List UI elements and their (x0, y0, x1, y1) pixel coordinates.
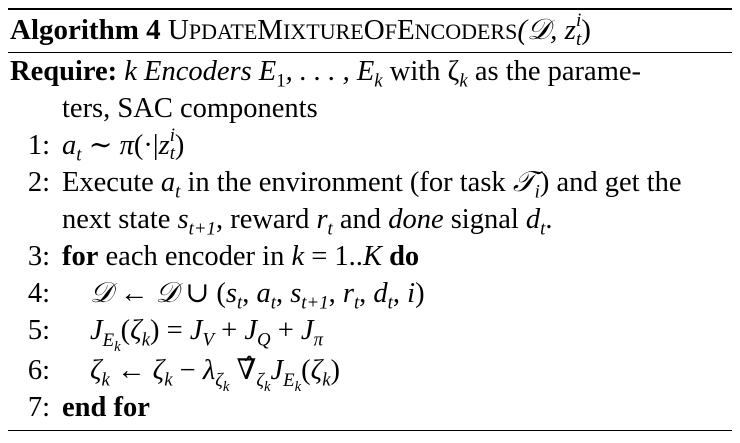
line-number: 2: (27, 167, 50, 198)
line-number: 3: (27, 241, 50, 272)
algorithm-box (8, 8, 732, 431)
require-continuation: ters, SAC components (62, 93, 318, 124)
require-sub-1: 1 (276, 70, 286, 92)
algo-line-1 (8, 124, 732, 166)
line-number: 5: (27, 315, 50, 346)
line-number: 1: (27, 130, 50, 161)
algorithm-args-close: ) (581, 14, 591, 46)
algo-line-7 (8, 389, 732, 426)
line-7-text: end for (62, 392, 150, 423)
algorithm-args: (𝒟, z (517, 14, 576, 46)
require-line (8, 53, 732, 90)
algo-line-6 (8, 349, 732, 395)
algorithm-header (8, 10, 732, 52)
args-sup: i (575, 10, 582, 32)
name-part-1-small: PDATE (188, 19, 258, 44)
args-sub: t (575, 29, 582, 51)
name-part-2-small: IXTURE (283, 19, 364, 44)
name-part-4-big: E (396, 14, 415, 46)
line-6-math: $\zeta_k$ ← $\zeta_k - \lambda_{\zeta_k}$ $\nablâ_{\zeta_k}J_{E_k}(\zeta_k)$ (90, 355, 341, 395)
name-part-3-big: O (363, 14, 385, 46)
algorithm-label: Algorithm 4 (10, 14, 161, 46)
line-4-math: 𝒟 ← 𝒟 ∪ ($s_t$, $a_t$, $s_{t+1}$, $r_t$, $d_t$, i) (90, 278, 425, 314)
algo-line-2 (8, 164, 732, 201)
algo-line-2-cont (8, 201, 732, 238)
line-5-math: $J_{E_k}(\zeta_k) = J_V + J_Q + J_\pi$ (90, 315, 323, 355)
line-2-text: Execute $a_t$ in the environment (for task 𝒯$_i$) and get the (62, 167, 682, 203)
algo-line-3 (8, 238, 732, 275)
line-1-math: $a_t$ ∼ π(·|z i t ) (62, 124, 185, 166)
name-part-2-big: M (257, 14, 284, 46)
require-text-1: k Encoders E (124, 56, 277, 87)
name-part-4-small: NCODERS (414, 19, 518, 44)
require-keyword: Require: (10, 56, 118, 87)
algorithm-name (168, 14, 517, 46)
line-number: 4: (27, 278, 50, 309)
line-2-cont-text: next state $s_{t+1}$, reward $r_t$ and done signal $d_t$. (62, 204, 553, 240)
require-text-4: as the parame- (467, 56, 642, 87)
name-part-1-big: U (167, 14, 189, 46)
line-number: 6: (27, 355, 50, 386)
algorithm-args-script (576, 11, 581, 49)
algo-line-5 (8, 312, 732, 355)
require-sub-3: k (459, 70, 468, 92)
name-part-3-small: F (384, 19, 397, 44)
line-number: 7: (27, 392, 50, 423)
bottom-rule (8, 430, 732, 431)
require-text-2: , . . . , E (285, 56, 375, 87)
require-sub-2: k (374, 70, 383, 92)
algo-line-4 (8, 275, 732, 312)
line-3-text: for each encoder in k = 1..K do (62, 241, 420, 272)
require-text-3: with ζ (382, 56, 460, 87)
